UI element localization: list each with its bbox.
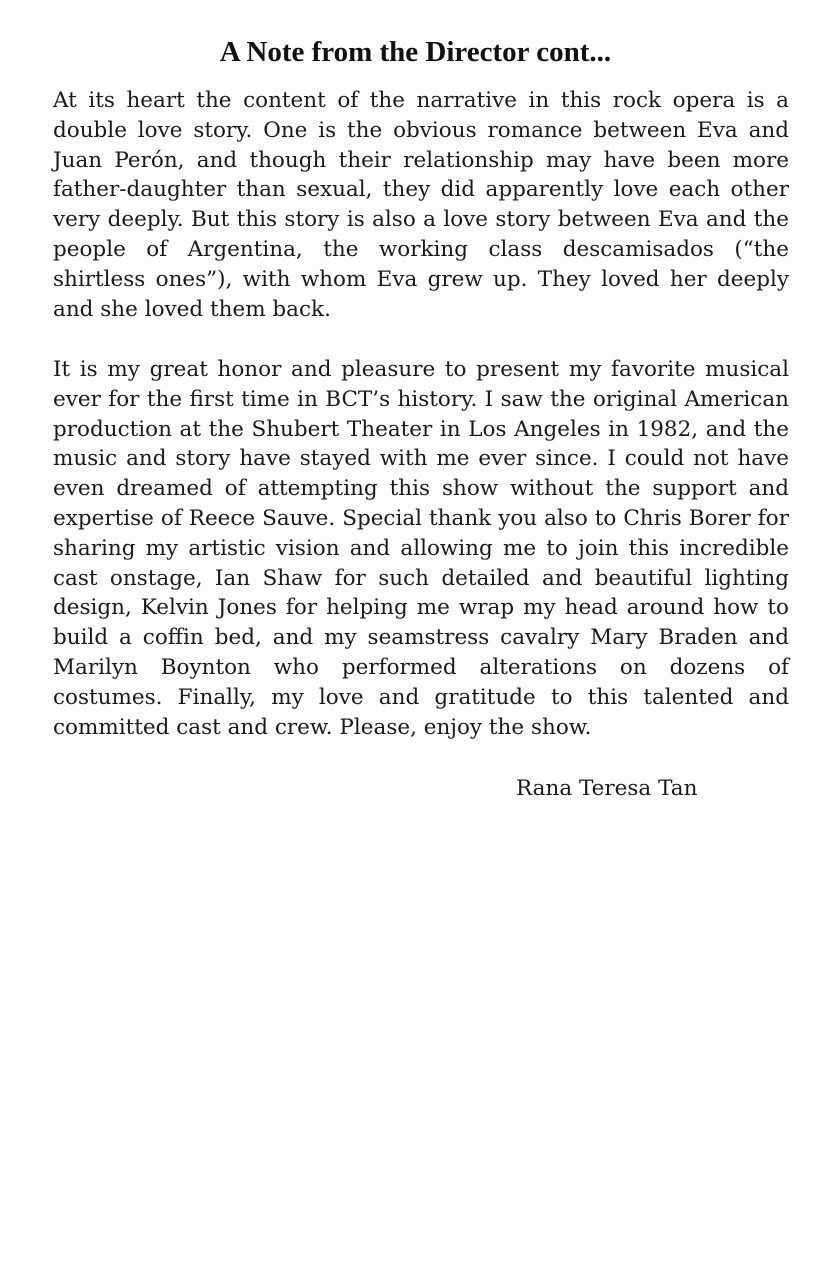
director-signature: Rana Teresa Tan: [516, 776, 698, 801]
page-title: A Note from the Director cont...: [219, 36, 612, 68]
paragraph-acknowledgements: It is my great honor and pleasure to present my favorite musical ever for the first time in BCT’s history. I saw the original American production at the Shubert Theater in Los Angeles in 1982, and the music and story have stayed with me ever since. I could not have even dreamed of attempting this show without the support and expertise of Reece Sauve. Special thank you also to Chris Borer for sharing my artistic vision and allowing me to join this incredible cast onstage, Ian Shaw for such detailed and beautiful lighting design, Kelvin Jones for helping me wrap my head around how to build a coffin bed, and my seamstress cavalry Mary Braden and Marilyn Boynton who performed alterations on dozens of costumes. Finally, my love and gratitude to this talented and committed cast and crew. Please, enjoy the show.: [53, 357, 789, 740]
paragraph-love-story: At its heart the content of the narrative in this rock opera is a double love story. One is the obvious romance between Eva and Juan Perón, and though their relationship may have been more father-daughter than sexual, they did apparently love each other very deeply. But this story is also a love story between Eva and the people of Argentina, the working class descamisados (“the shirtless ones”), with whom Eva grew up. They loved her deeply and she loved them back.: [53, 88, 789, 322]
